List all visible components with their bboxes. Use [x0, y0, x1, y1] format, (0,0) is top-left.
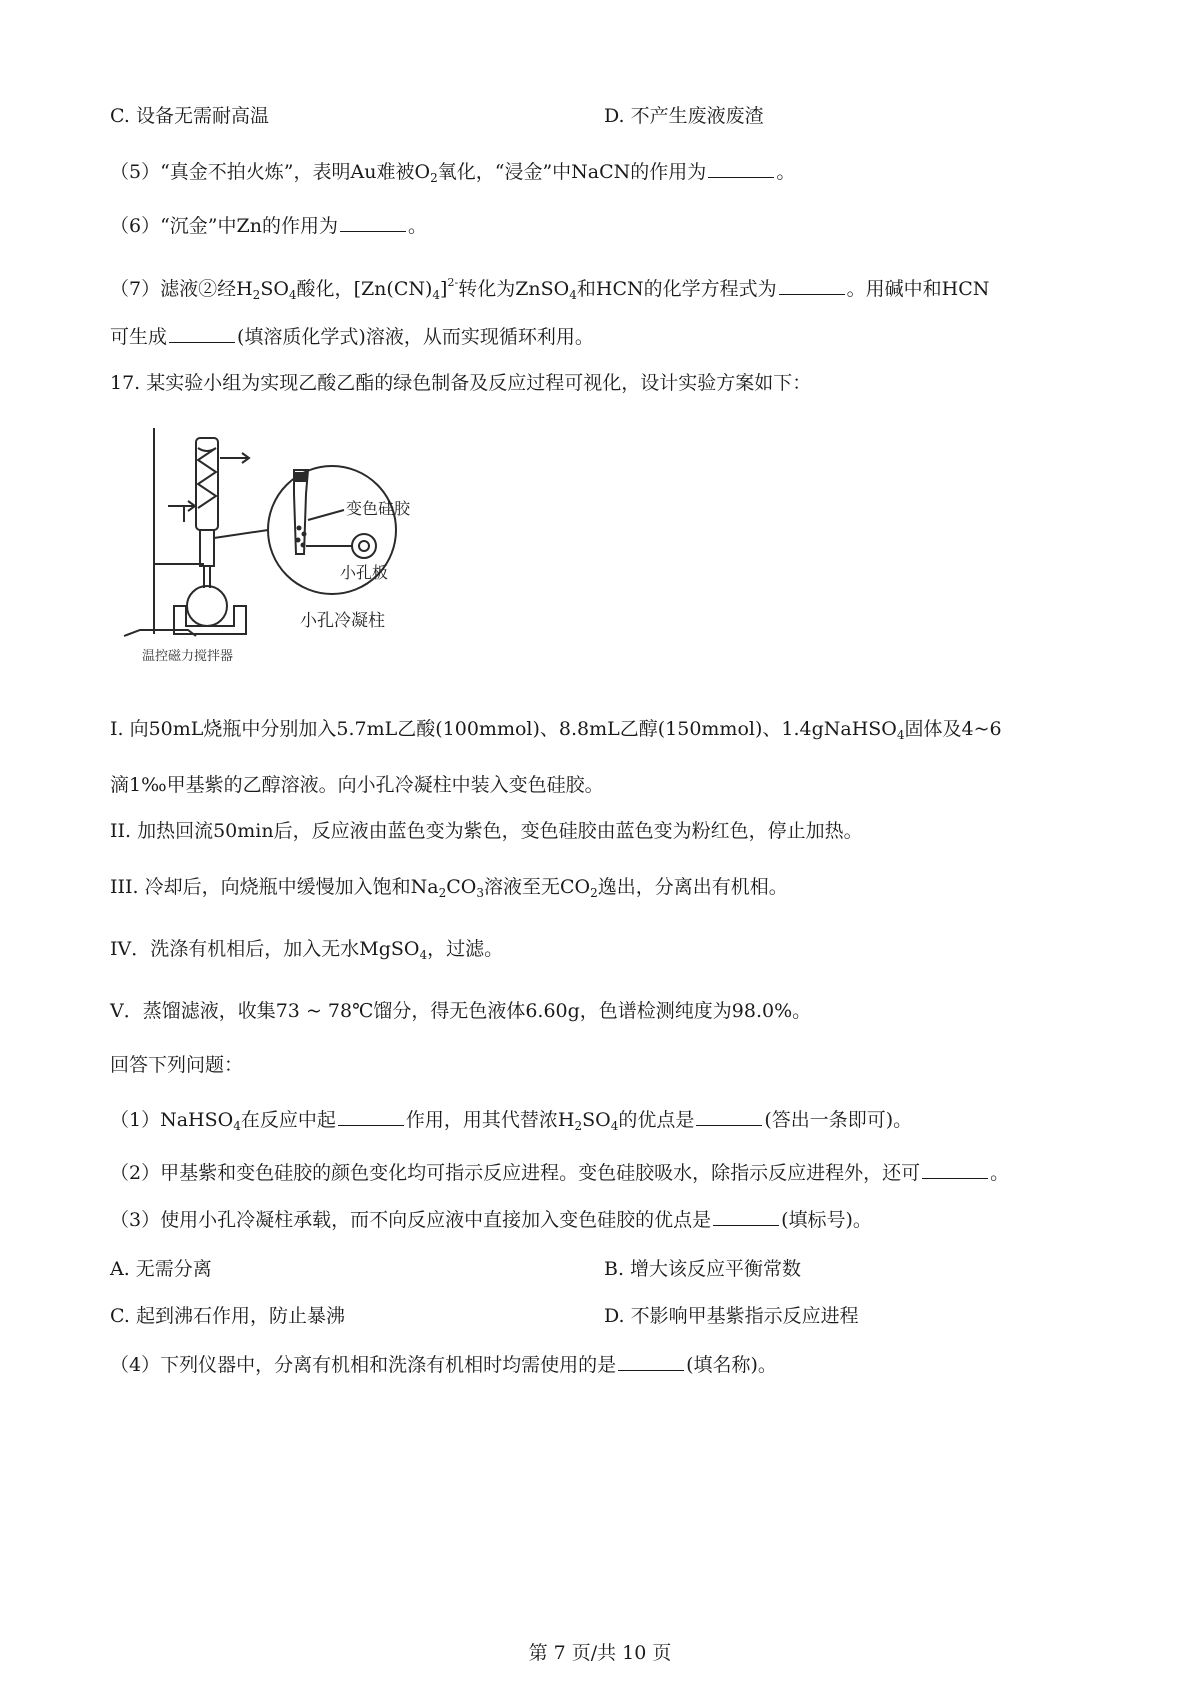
q7-text: (填溶质化学式)溶液，从而实现循环利用。: [237, 326, 594, 348]
sub-question-1: [110, 1107, 912, 1139]
step-text: III. 冷却后，向烧瓶中缓慢加入饱和: [110, 876, 411, 898]
column-tube: [200, 530, 214, 566]
answer-blank[interactable]: [708, 159, 774, 178]
label-plate: 小孔板: [340, 563, 389, 582]
step-text: I. 向50mL烧瓶中分别加入5.7mL乙酸(100mmol)、8.8mL乙醇(150mmol)、1.4gNaHSO: [110, 718, 897, 740]
formula: Na: [410, 876, 439, 898]
sq-text: （3）使用小孔冷凝柱承载，而不向反应液中直接加入变色硅胶的优点是: [110, 1209, 712, 1231]
q6-zn: Zn: [236, 215, 262, 237]
formula: ZnSO: [515, 278, 570, 300]
step-text: 逸出，分离出有机相。: [597, 876, 788, 898]
subscript: 4: [419, 948, 428, 962]
sq-text: 的优点是: [618, 1109, 695, 1131]
step-text: 固体及4~6: [904, 718, 1002, 740]
q5-text: （5）“真金不拍火炼”，表明: [110, 161, 351, 183]
perforated-plate: [352, 534, 376, 558]
option-d[interactable]: D. 不影响甲基紫指示反应进程: [604, 1305, 859, 1327]
answer-blank[interactable]: [922, 1160, 988, 1179]
sq-text: 作用，用其代替浓: [405, 1109, 558, 1131]
question-17-intro: 17. 某实验小组为实现乙酸乙酯的绿色制备及反应过程可视化，设计实验方案如下：: [110, 372, 812, 394]
sub-question-3: [110, 1207, 872, 1233]
condenser-coil: [198, 448, 216, 508]
q5-nacn: NaCN: [571, 161, 631, 183]
step-text: ，过滤。: [427, 938, 504, 960]
q5-o: O: [414, 161, 431, 183]
formula: H: [557, 1109, 575, 1131]
formula: CO: [446, 876, 477, 898]
sq-text: （1）: [110, 1109, 161, 1131]
option-a[interactable]: A. 无需分离: [110, 1258, 212, 1280]
question-5: [110, 159, 795, 191]
formula: SO: [582, 1109, 611, 1131]
formula: SO: [260, 278, 289, 300]
subscript: 2: [252, 288, 261, 302]
subscript: 4: [896, 728, 905, 742]
subscript: 2: [590, 886, 598, 900]
step-text: 溶液至无: [483, 876, 560, 898]
question-7: [110, 270, 989, 308]
subscript: 4: [569, 288, 577, 302]
q7-text: 和: [576, 278, 596, 300]
sub-question-2: [110, 1160, 1009, 1186]
sq-text: 。: [990, 1162, 1010, 1184]
column-cap: [294, 472, 308, 482]
step-1-line-2: 滴1‰甲基紫的乙醇溶液。向小孔冷凝柱中装入变色硅胶。: [110, 774, 604, 796]
answer-blank[interactable]: [340, 213, 406, 232]
question-7-line-2: [110, 324, 594, 350]
subscript: 2: [574, 1119, 583, 1133]
answer-blank[interactable]: [169, 324, 235, 343]
formula: ]: [440, 278, 448, 300]
page-footer: 第 7 页/共 10 页: [528, 1642, 672, 1664]
answer-prompt: 回答下列问题：: [110, 1054, 244, 1076]
label-column: 小孔冷凝柱: [300, 611, 385, 631]
q6-text: （6）“沉金”中: [110, 215, 237, 237]
label-gel: 变色硅胶: [346, 499, 411, 518]
q7-text: 可生成: [110, 326, 168, 348]
sub-question-4: [110, 1352, 777, 1378]
formula: HCN: [595, 278, 644, 300]
answer-blank[interactable]: [338, 1107, 404, 1126]
q7-text: 。用碱中和: [846, 278, 942, 300]
step-5: V．蒸馏滤液，收集73 ~ 78℃馏分，得无色液体6.60g，色谱检测纯度为98.0%。: [110, 1000, 812, 1022]
option-d: D. 不产生废液废渣: [604, 105, 764, 127]
superscript: 2-: [447, 276, 459, 289]
answer-blank[interactable]: [618, 1352, 684, 1371]
answer-blank[interactable]: [696, 1107, 762, 1126]
q7-text: 酸化，: [296, 278, 354, 300]
q5-text: 难被: [376, 161, 415, 183]
q7-text: 的化学方程式为: [643, 278, 777, 300]
q6-text: 的作用为: [261, 215, 338, 237]
sq-text: （4）下列仪器中，分离有机相和洗涤有机相时均需使用的是: [110, 1354, 617, 1376]
subscript: 4: [288, 288, 297, 302]
answer-blank[interactable]: [779, 276, 845, 295]
option-c: C. 设备无需耐高温: [110, 105, 269, 127]
subscript: 2: [430, 171, 438, 185]
option-c[interactable]: C. 起到沸石作用，防止暴沸: [110, 1305, 345, 1327]
subscript: 2: [438, 886, 447, 900]
subscript: 4: [233, 1119, 241, 1133]
q6-text: 。: [407, 215, 427, 237]
subscript: 4: [432, 288, 441, 302]
q5-au: Au: [350, 161, 377, 183]
step-4: [110, 936, 503, 968]
option-b[interactable]: B. 增大该反应平衡常数: [604, 1258, 802, 1280]
formula: HCN: [941, 278, 990, 300]
sq-text: (填标号)。: [781, 1209, 872, 1231]
formula: [Zn(CN): [353, 278, 433, 300]
q7-text: 转化为: [458, 278, 516, 300]
question-6: [110, 213, 427, 239]
step-3: [110, 874, 788, 906]
label-stirrer: 温控磁力搅拌器: [142, 649, 234, 664]
q5-text: 的作用为: [630, 161, 707, 183]
subscript: 4: [610, 1119, 619, 1133]
sq-text: (答出一条即可)。: [764, 1109, 913, 1131]
sq-text: (填名称)。: [686, 1354, 777, 1376]
step-text: IV．洗涤有机相后，加入无水: [110, 938, 360, 960]
formula: H: [236, 278, 253, 300]
step-1: [110, 716, 1002, 748]
formula: CO: [559, 876, 591, 898]
formula: NaHSO: [160, 1109, 234, 1131]
q5-text: 氧化，“浸金”中: [437, 161, 572, 183]
step-2: II. 加热回流50min后，反应液由蓝色变为紫色，变色硅胶由蓝色变为粉红色，停止加热。: [110, 820, 863, 842]
sq-text: 在反应中起: [240, 1109, 336, 1131]
callout-line: [214, 530, 268, 538]
sq-text: （2）甲基紫和变色硅胶的颜色变化均可指示反应进程。变色硅胶吸水，除指示反应进程外，还可: [110, 1162, 921, 1184]
formula: MgSO: [359, 938, 420, 960]
q7-text: （7）滤液②经: [110, 278, 237, 300]
round-bottom-flask: [187, 586, 227, 626]
answer-blank[interactable]: [713, 1207, 779, 1226]
apparatus-diagram: [118, 424, 470, 664]
subscript: 3: [476, 886, 484, 900]
q5-text: 。: [776, 161, 796, 183]
